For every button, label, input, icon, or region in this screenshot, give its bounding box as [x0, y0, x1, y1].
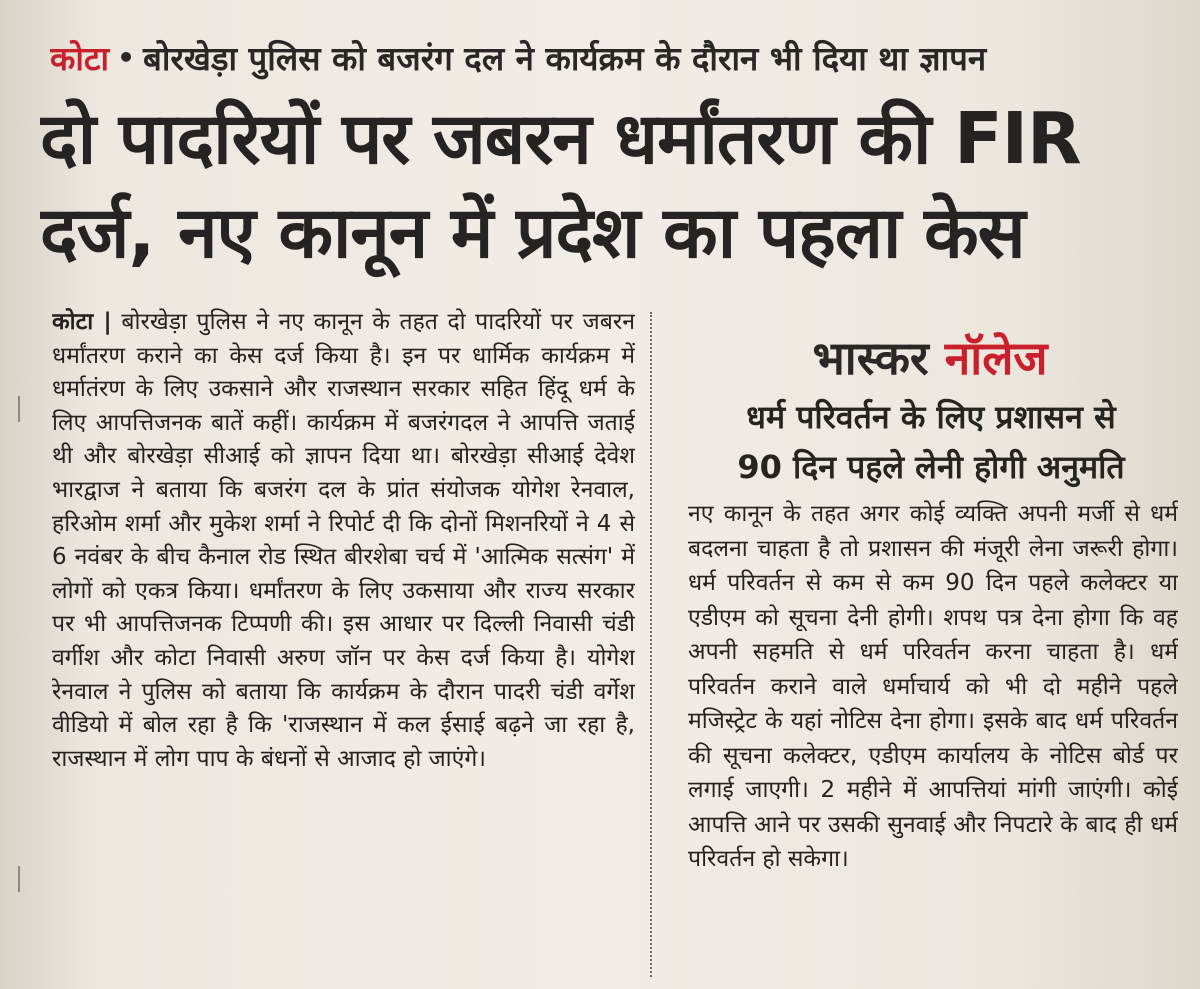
- knowledge-label-part-2: नॉलेज: [944, 331, 1048, 385]
- headline-line-2: दर्ज, नए कानून में प्रदेश का पहला केस: [40, 191, 1025, 274]
- margin-mark: [18, 866, 20, 892]
- knowledge-subhead: [676, 392, 1186, 492]
- knowledge-body: नए कानून के तहत अगर कोई व्यक्ति अपनी मर्जी से धर्म बदलना चाहता है तो प्रशासन की मंजूरी लेना जरूरी होगा। धर्म परिवर्तन से कम से कम 90 दिन पहले कलेक्टर या एडीएम को सूचना देनी होगी। शपथ पत्र देना होगा कि वह अपनी सहमति से धर्म परिवर्तन करना चाहता है। धर्म परिवर्तन कराने वाले धर्माचार्य को भी दो महीने पहले मजिस्ट्रेट के यहां नोटिस देना होगा। इसके बाद धर्म परिवर्तन की सूचना कलेक्टर, एडीएम कार्यालय के नोटिस बोर्ड पर लगाई जाएगी। 2 महीने में आपत्तियां मांगी जाएंगी। कोई आपत्ति आने पर उसकी सुनवाई और निपटारे के बाद ही धर्म परिवर्तन हो सकेगा।: [688, 501, 1178, 872]
- headline-line-1: दो पादरियों पर जबरन धर्मांतरण की FIR: [40, 97, 1081, 180]
- headline: [40, 92, 1190, 280]
- knowledge-box-label: [680, 326, 1180, 386]
- story-dateline: कोटा |: [52, 309, 112, 335]
- kicker-bullet: •: [117, 40, 135, 74]
- column-divider: [650, 312, 652, 977]
- kicker-line: [50, 28, 1190, 86]
- margin-mark: [18, 396, 20, 422]
- kicker-text: बोरखेड़ा पुलिस को बजरंग दल ने कार्यक्रम के दौरान भी दिया था ज्ञापन: [142, 38, 987, 78]
- knowledge-label-part-1: भास्कर: [812, 331, 929, 385]
- story-body: बोरखेड़ा पुलिस ने नए कानून के तहत दो पादरियों पर जबरन धर्मांतरण कराने का केस दर्ज किया है। इन पर धार्मिक कार्यक्रम में धर्मातंरण के लिए उकसाने और राजस्थान सरकार सहित हिंदू धर्म के लिए आपत्तिजनक बातें कहीं। कार्यक्रम में बजरंगदल ने आपत्ति जताई थी और बोरखेड़ा सीआई को ज्ञापन दिया था। बोरखेड़ा सीआई देवेश भारद्वाज ने बताया कि बजरंग दल के प्रांत संयोजक योगेश रेनवाल, हरिओम शर्मा और मुकेश शर्मा ने रिपोर्ट दी कि दोनों मिशनरियों ने 4 से 6 नवंबर के बीच कैनाल रोड स्थित बीरशेबा चर्च में 'आत्मिक सत्संग' में लोगों को एकत्र किया। धर्मांतरण के लिए उकसाया और राज्य सरकार पर भी आपत्तिजनक टिप्पणी की। इस आधार पर दिल्ली निवासी चंडी वर्गीश और कोटा निवासी अरुण जॉन पर केस दर्ज किया है। योगेश रेनवाल ने पुलिस को बताया कि कार्यक्रम के दौरान पादरी चंडी वर्गेश वीडियो में बोल रहा है कि 'राजस्थान में कल ईसाई बढ़ने जा रहा है, राजस्थान में लोग पाप के बंधनों से आजाद हो जाएंगे।: [52, 309, 635, 772]
- knowledge-subhead-line-1: धर्म परिवर्तन के लिए प्रशासन से: [746, 398, 1116, 436]
- story-column: [52, 306, 635, 966]
- kicker-place: कोटा: [50, 38, 110, 78]
- knowledge-subhead-line-2: 90 दिन पहले लेनी होगी अनुमति: [737, 448, 1125, 486]
